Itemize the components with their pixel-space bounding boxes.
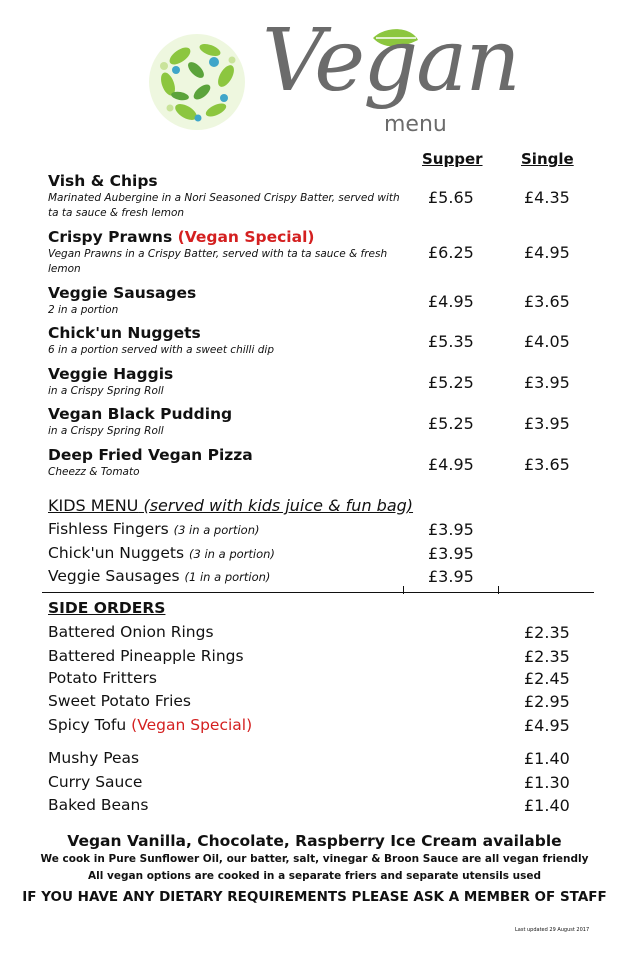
price-supper: £6.25 — [428, 243, 474, 262]
side-price: £1.30 — [524, 773, 570, 792]
side-price: £2.95 — [524, 692, 570, 711]
menu-item — [48, 446, 408, 480]
item-name: Chick'un Nuggets — [48, 324, 201, 342]
kids-item-name: Veggie Sausages — [48, 567, 180, 585]
side-item — [48, 692, 191, 710]
side-price: £4.95 — [524, 716, 570, 735]
kids-item — [48, 544, 275, 562]
side-item-name: Sweet Potato Fries — [48, 692, 192, 710]
side-price: £2.35 — [524, 647, 570, 666]
kids-item — [48, 567, 270, 585]
kids-price: £3.95 — [428, 520, 474, 539]
side-item-name: Mushy Peas — [48, 749, 140, 767]
item-description: Cheezz & Tomato — [48, 466, 140, 478]
menu-item — [48, 405, 408, 439]
kids-item-note: (3 in a portion) — [173, 523, 260, 537]
special-badge: (Vegan Special) — [177, 228, 315, 246]
price-supper: £4.95 — [428, 455, 474, 474]
section-divider — [42, 592, 594, 593]
side-item — [48, 773, 142, 791]
side-price: £1.40 — [524, 796, 570, 815]
item-description: in a Crispy Spring Roll — [48, 385, 164, 397]
side-item — [48, 647, 244, 665]
price-supper: £5.65 — [428, 188, 474, 207]
side-item — [48, 669, 157, 687]
separate-friers-note: All vegan options are cooked in a separate friers and separate utensils used — [88, 870, 541, 882]
price-supper: £5.25 — [428, 414, 474, 433]
brand-submark: menu — [384, 112, 447, 137]
side-item-name: Baked Beans — [48, 796, 149, 814]
kids-item-name: Chick'un Nuggets — [48, 544, 185, 562]
side-item-name: Spicy Tofu — [48, 716, 127, 734]
price-single: £3.65 — [524, 455, 570, 474]
item-name: Deep Fried Vegan Pizza — [48, 446, 253, 464]
side-price: £2.45 — [524, 669, 570, 688]
item-description: Vegan Prawns in a Crispy Batter, served with ta ta sauce & fresh lemon — [48, 248, 388, 275]
column-header-single: Single — [521, 150, 574, 168]
item-name: Crispy Prawns — [48, 228, 173, 246]
price-single: £3.65 — [524, 292, 570, 311]
side-item — [48, 716, 252, 734]
item-name: Vish & Chips — [48, 172, 158, 190]
menu-item — [48, 324, 408, 358]
icecream-note: Vegan Vanilla, Chocolate, Raspberry Ice Cream available — [67, 832, 562, 850]
special-badge: (Vegan Special) — [131, 716, 253, 734]
kids-item-note: (1 in a portion) — [184, 570, 271, 584]
price-supper: £5.25 — [428, 373, 474, 392]
menu-item — [48, 228, 408, 277]
item-description: 6 in a portion served with a sweet chilli dip — [48, 344, 274, 356]
item-description: in a Crispy Spring Roll — [48, 425, 164, 437]
last-updated: Last updated 29 August 2017 — [515, 927, 590, 933]
kids-item-name: Fishless Fingers — [48, 520, 169, 538]
price-supper: £5.35 — [428, 332, 474, 351]
side-price: £2.35 — [524, 623, 570, 642]
oil-note: We cook in Pure Sunflower Oil, our batter, salt, vinegar & Broon Sauce are all vegan friendly — [40, 853, 589, 865]
item-name: Veggie Sausages — [48, 284, 197, 302]
side-item-name: Potato Fritters — [48, 669, 157, 687]
item-description: 2 in a portion — [48, 304, 119, 316]
kids-price: £3.95 — [428, 567, 474, 586]
side-item — [48, 749, 139, 767]
price-single: £4.95 — [524, 243, 570, 262]
item-name: Vegan Black Pudding — [48, 405, 233, 423]
kids-menu-title — [48, 496, 413, 515]
price-single: £4.35 — [524, 188, 570, 207]
column-header-supper: Supper — [422, 150, 483, 168]
kids-price: £3.95 — [428, 544, 474, 563]
price-single: £3.95 — [524, 373, 570, 392]
menu-item — [48, 365, 408, 399]
item-description: Marinated Aubergine in a Nori Seasoned Crispy Batter, served with ta ta sauce & fresh lemon — [48, 192, 400, 219]
menu-item — [48, 284, 408, 318]
price-single: £3.95 — [524, 414, 570, 433]
menu-item — [48, 172, 408, 221]
side-item-name: Battered Pineapple Rings — [48, 647, 244, 665]
brand-wordmark: Vegan — [262, 11, 519, 111]
kids-item — [48, 520, 259, 538]
side-orders-title: SIDE ORDERS — [48, 599, 166, 617]
kids-subtitle: (served with kids juice & fun bag) — [143, 496, 414, 515]
kids-item-note: (3 in a portion) — [189, 547, 275, 561]
side-item — [48, 796, 148, 814]
side-item-name: Battered Onion Rings — [48, 623, 214, 641]
price-supper: £4.95 — [428, 292, 474, 311]
side-item — [48, 623, 214, 641]
side-item-name: Curry Sauce — [48, 773, 143, 791]
kids-title-text: KIDS MENU — [48, 496, 139, 515]
item-name: Veggie Haggis — [48, 365, 174, 383]
dietary-notice: IF YOU HAVE ANY DIETARY REQUIREMENTS PLEASE ASK A MEMBER OF STAFF — [22, 889, 607, 905]
price-single: £4.05 — [524, 332, 570, 351]
side-price: £1.40 — [524, 749, 570, 768]
